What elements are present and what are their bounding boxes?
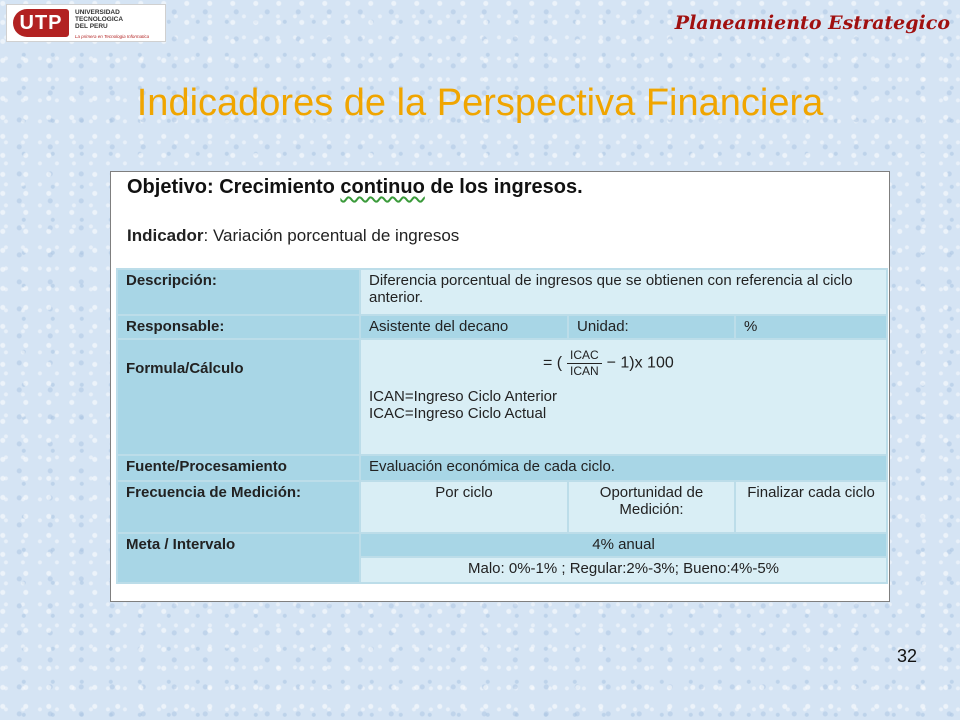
formula-numerator: ICAC bbox=[567, 348, 602, 364]
intervalo-value: Malo: 0%-1% ; Regular:2%-3%; Bueno:4%-5% bbox=[360, 557, 887, 583]
row-formula bbox=[117, 339, 887, 455]
brand-title: Planeamiento Estrategico bbox=[674, 12, 950, 34]
fuente-label: Fuente/Procesamiento bbox=[117, 455, 360, 481]
row-fuente bbox=[117, 455, 887, 481]
formula-cell bbox=[360, 339, 887, 455]
indicator-line bbox=[127, 226, 459, 246]
logo-line: TECNOLOGICA bbox=[75, 16, 124, 23]
row-meta bbox=[117, 533, 887, 557]
logo-line: UNIVERSIDAD bbox=[75, 9, 120, 16]
utp-logo-mark: UTP bbox=[13, 9, 69, 37]
unidad-label: Unidad: bbox=[568, 315, 735, 339]
objective-label: Objetivo: bbox=[127, 176, 214, 198]
meta-value: 4% anual bbox=[360, 533, 887, 557]
objective-rest: de los ingresos. bbox=[430, 176, 583, 198]
formula-label: Formula/Cálculo bbox=[117, 339, 360, 455]
frecuencia-label: Frecuencia de Medición: bbox=[117, 481, 360, 533]
descripcion-label: Descripción: bbox=[117, 269, 360, 315]
oportunidad-value: Finalizar cada ciclo bbox=[735, 481, 887, 533]
logo-name bbox=[75, 9, 123, 30]
responsable-value: Asistente del decano bbox=[360, 315, 568, 339]
meta-label: Meta / Intervalo bbox=[117, 533, 360, 583]
responsable-label: Responsable: bbox=[117, 315, 360, 339]
formula-suffix: − 1)x 100 bbox=[606, 354, 674, 372]
slide-title: Indicadores de la Perspectiva Financiera bbox=[136, 82, 824, 124]
indicator-label: Indicador bbox=[127, 226, 204, 245]
objective-word: Crecimiento bbox=[219, 176, 335, 198]
logo-tagline: La primera en Tecnologia Informatica bbox=[75, 34, 150, 39]
fuente-value: Evaluación económica de cada ciclo. bbox=[360, 455, 887, 481]
logo-line: DEL PERU bbox=[75, 23, 108, 30]
university-logo bbox=[6, 4, 166, 42]
formula-def-ican: ICAN=Ingreso Ciclo Anterior bbox=[369, 388, 557, 405]
indicator-table bbox=[116, 268, 888, 584]
row-frecuencia bbox=[117, 481, 887, 533]
objective-line bbox=[127, 176, 583, 199]
indicator-value: : Variación porcentual de ingresos bbox=[203, 226, 460, 245]
frecuencia-value: Por ciclo bbox=[360, 481, 568, 533]
formula-prefix: = ( bbox=[543, 354, 563, 372]
page-number: 32 bbox=[896, 646, 917, 666]
oportunidad-label: Oportunidad de Medición: bbox=[568, 481, 735, 533]
formula-fraction bbox=[567, 348, 602, 379]
row-descripcion bbox=[117, 269, 887, 315]
formula-expression bbox=[543, 348, 878, 386]
objective-underlined-word: continuo bbox=[340, 176, 425, 198]
row-responsable bbox=[117, 315, 887, 339]
formula-denominator: ICAN bbox=[570, 364, 599, 378]
unidad-value: % bbox=[735, 315, 887, 339]
descripcion-value: Diferencia porcentual de ingresos que se obtienen con referencia al ciclo anterior. bbox=[360, 269, 887, 315]
formula-def-icac: ICAC=Ingreso Ciclo Actual bbox=[369, 405, 547, 422]
